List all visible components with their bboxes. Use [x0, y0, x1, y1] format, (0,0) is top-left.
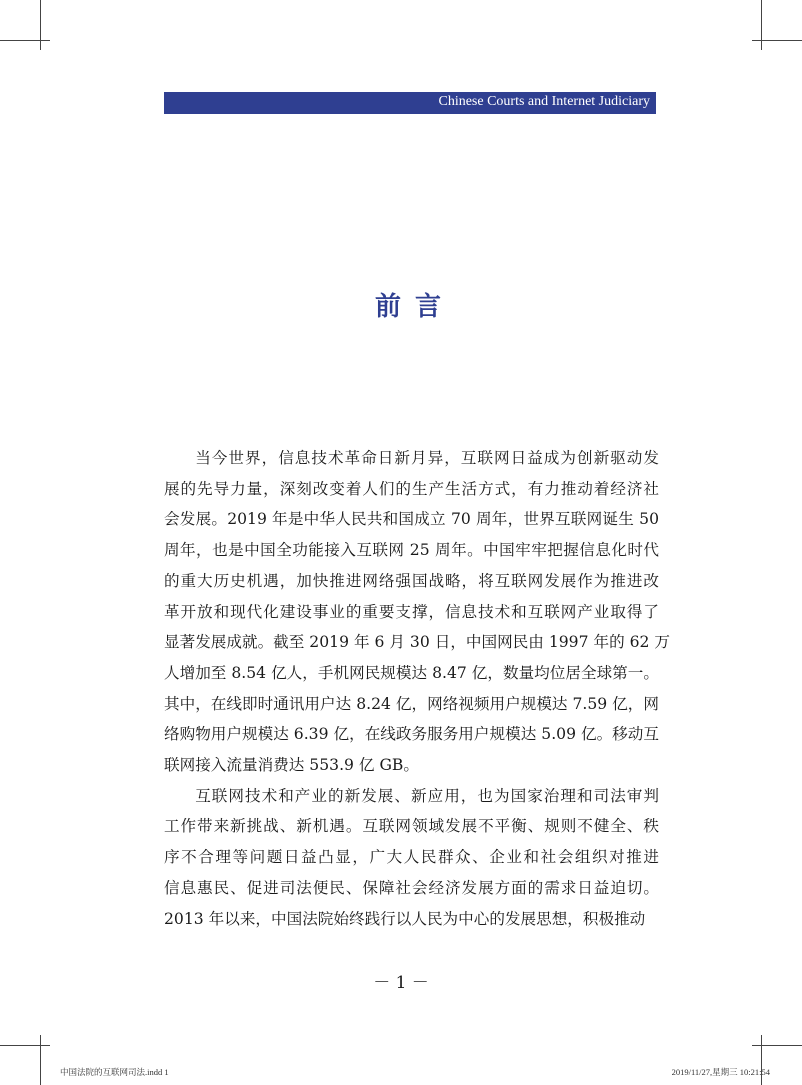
header-title: Chinese Courts and Internet Judiciary [438, 94, 650, 109]
text-line: 显著发展成就。截至 2019 年 6 月 30 日，中国网民由 1997 年的 62 万 [164, 633, 671, 652]
text-line: 序不合理等问题日益凸显，广大人民群众、企业和社会组织对推进 [164, 848, 659, 867]
crop-mark [40, 1035, 41, 1085]
page-title: 前言 [374, 292, 455, 322]
text-line: 人增加至 8.54 亿人，手机网民规模达 8.47 亿，数量均位居全球第一。 [164, 663, 659, 682]
crop-mark [0, 1045, 50, 1046]
body-text [164, 443, 671, 934]
paragraph [164, 781, 659, 935]
text-line: 联网接入流量消费达 553.9 亿 GB。 [164, 756, 419, 775]
crop-mark [752, 1045, 802, 1046]
text-line: 工作带来新挑战、新机遇。互联网领域发展不平衡、规则不健全、秩 [164, 817, 659, 836]
slug-filename: 中国法院的互联网司法.indd 1 [60, 1067, 169, 1077]
text-line: 当今世界，信息技术革命日新月异，互联网日益成为创新驱动发 [195, 449, 659, 467]
running-header [164, 92, 656, 114]
slug-timestamp: 2019/11/27,星期三 10:21:54 [671, 1067, 770, 1077]
crop-mark [0, 40, 50, 41]
text-line: 周年，也是中国全功能接入互联网 25 周年。中国牢牢把握信息化时代 [164, 541, 659, 560]
text-line: 会发展。2019 年是中华人民共和国成立 70 周年，世界互联网诞生 50 [164, 510, 659, 529]
text-line: 革开放和现代化建设事业的重要支撑，信息技术和互联网产业取得了 [164, 602, 659, 621]
text-line: 的重大历史机遇，加快推进网络强国战略，将互联网发展作为推进改 [164, 571, 659, 590]
text-line: 络购物用户规模达 6.39 亿，在线政务服务用户规模达 5.09 亿。移动互 [164, 725, 659, 744]
paragraph [164, 443, 671, 781]
crop-mark [752, 40, 802, 41]
text-line: 2013 年以来，中国法院始终践行以人民为中心的发展思想，积极推动 [164, 909, 646, 928]
text-line: 互联网技术和产业的新发展、新应用，也为国家治理和司法审判 [195, 786, 659, 805]
crop-mark [761, 0, 762, 50]
text-line: 其中，在线即时通讯用户达 8.24 亿，网络视频用户规模达 7.59 亿，网 [164, 694, 659, 713]
text-line: 展的先导力量，深刻改变着人们的生产生活方式，有力推动着经济社 [164, 479, 659, 498]
text-line: 信息惠民、促进司法便民、保障社会经济发展方面的需求日益迫切。 [164, 878, 659, 897]
crop-mark [40, 0, 41, 50]
page-number: － 1 － [373, 973, 429, 993]
